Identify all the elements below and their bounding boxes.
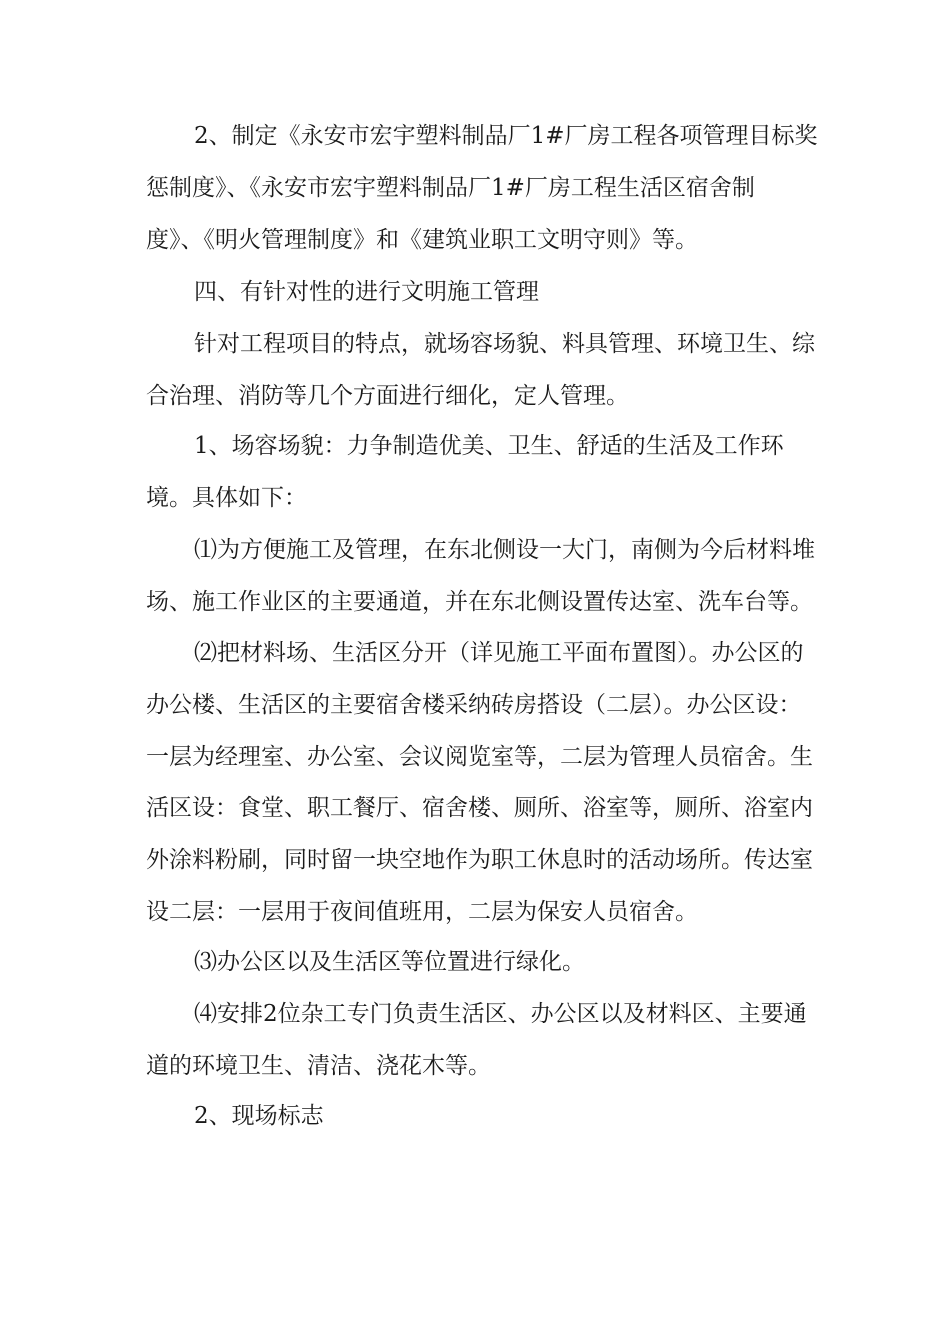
text-line: 四、有针对性的进行文明施工管理 (194, 279, 539, 305)
paragraph-management-rules (146, 111, 818, 266)
text-line: 外涂料粉刷，同时留一块空地作为职工休息时的活动场所。传达室 (146, 847, 813, 874)
text-line: ⑷安排2位杂工专门负责生活区、办公区以及材料区、主要通 (194, 1001, 807, 1027)
text-line: 设二层：一层用于夜间值班用，二层为保安人员宿舍。 (146, 898, 698, 925)
text-line: 活区设：食堂、职工餐厅、宿舍楼、厕所、浴室等，厕所、浴室内 (146, 795, 813, 822)
text-line: ⑵把材料场、生活区分开（详见施工平面布置图）。办公区的 (194, 640, 804, 666)
text-line: 2、现场标志 (194, 1103, 324, 1129)
section-heading-civilized-construction (146, 267, 806, 319)
list-item-3-greening (146, 937, 806, 989)
text-line: 针对工程项目的特点，就场容场貌、料具管理、环境卫生、综 (194, 331, 815, 357)
text-line: 场、施工作业区的主要通道，并在东北侧设置传达室、洗车台等。 (146, 588, 813, 615)
text-line: ⑴为方便施工及管理，在东北侧设一大门，南侧为今后材料堆 (194, 537, 815, 563)
text-line: 合治理、消防等几个方面进行细化，定人管理。 (146, 382, 629, 409)
text-line: 1、场容场貌：力争制造优美、卫生、舒适的生活及工作环 (194, 433, 784, 459)
paragraph-site-appearance (146, 421, 806, 525)
text-line: 境。具体如下： (146, 484, 307, 511)
section-heading-site-signage (146, 1091, 806, 1143)
text-line: 2、制定《永安市宏宇塑料制品厂1#厂房工程各项管理目标奖 (194, 123, 818, 149)
text-line: 度》、《明火管理制度》和《建筑业职工文明守则》等。 (146, 226, 698, 253)
list-item-2-zones (146, 628, 813, 939)
text-line: 道的环境卫生、清洁、浇花木等。 (146, 1052, 491, 1079)
paragraph-project-features (146, 319, 815, 423)
list-item-4-cleaning (146, 989, 806, 1093)
list-item-1-gate (146, 525, 815, 629)
text-line: 一层为经理室、办公室、会议阅览室等，二层为管理人员宿舍。生 (146, 743, 813, 770)
text-line: 办公楼、生活区的主要宿舍楼采纳砖房搭设（二层）。办公区设： (146, 691, 802, 718)
text-line: 惩制度》、《永安市宏宇塑料制品厂1#厂房工程生活区宿舍制 (146, 174, 755, 201)
text-line: ⑶办公区以及生活区等位置进行绿化。 (194, 949, 585, 975)
